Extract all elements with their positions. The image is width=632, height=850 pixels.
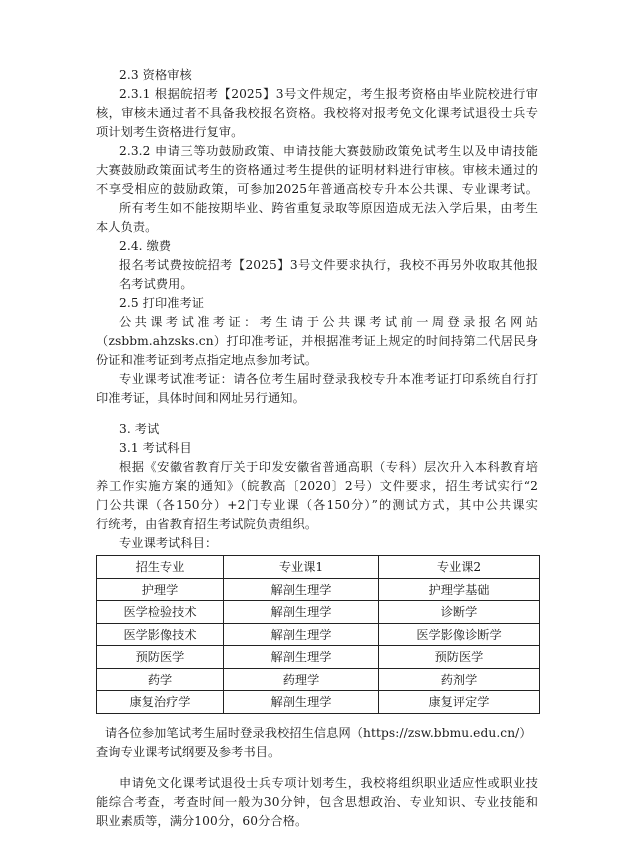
header-course-1: 专业课1 [224,556,379,579]
cell-course-2: 医学影像诊断学 [379,623,540,646]
section-heading-3-1: 3.1 考试科目 [119,441,192,455]
section-heading-2-3: 2.3 资格审核 [119,68,192,82]
table-row [97,623,540,646]
para-public-line-3: 份证和准考证到考点指定地点参加考试。 [96,353,318,367]
para-3-1-line-3: 门公共课（各150分）+2门专业课（各150分）”的测试方式，其中公共课实 [96,498,538,512]
table-header-row [97,556,540,579]
exam-subjects-table [96,555,540,714]
cell-course-2: 诊断学 [379,601,540,624]
header-course-2: 专业课2 [379,556,540,579]
para-veteran-line-2: 能综合考查，考查时间一般为30分钟，包含思想政治、专业知识、专业技能和 [96,795,538,809]
table-row [97,691,540,714]
para-public-line-1: 公共课考试准考证：考生请于公共课考试前一周登录报名网站 [119,315,538,329]
cell-major: 护理学 [97,578,224,601]
section-heading-2-4: 2.4. 缴费 [119,239,172,253]
cell-course-2: 药剂学 [379,668,540,691]
para-2-3-2-line-3: 不享受相应的鼓励政策，可参加2025年普通高校专升本公共课、专业课考试。 [96,182,538,196]
table-row [97,668,540,691]
para-note-line-2: 本人负责。 [96,220,158,234]
para-3-1-line-2: 养工作实施方案的通知》（皖教高〔2020〕2号）文件要求，招生考试实行“2 [96,479,538,493]
after-table-line-2: 查询专业课考试纲要及参考书目。 [96,745,281,759]
para-2-3-1-line-2: 核，审核未通过者不具备我校报名资格。我校将对报考免文化课考试退役士兵专 [96,106,538,120]
cell-major: 医学检验技术 [97,601,224,624]
cell-course-1: 解剖生理学 [224,691,379,714]
para-2-4-line-1: 报名考试费按皖招考【2025】3号文件要求执行，我校不再另外收取其他报 [119,258,538,272]
para-veteran-line-3: 职业素质等，满分100分，60分合格。 [96,814,308,828]
cell-major: 康复治疗学 [97,691,224,714]
cell-course-1: 药理学 [224,668,379,691]
para-major-line-1: 专业课考试准考证：请各位考生届时登录我校专升本准考证打印系统自行打 [119,372,538,386]
para-public-line-2: （zsbbm.ahzsks.cn）打印准考证，并根据准考证上规定的时间持第二代居民身 [96,334,538,348]
para-2-3-2-line-1: 2.3.2 申请三等功鼓励政策、申请技能大赛鼓励政策免试考生以及申请技能 [119,144,538,158]
para-2-3-1-line-3: 项计划考生资格进行复审。 [96,125,244,139]
cell-major: 预防医学 [97,646,224,669]
para-2-4-line-2: 名考试费用。 [119,277,193,291]
table-row [97,578,540,601]
table-row [97,646,540,669]
para-veteran-line-1: 申请免文化课考试退役士兵专项计划考生，我校将组织职业适应性或职业技 [119,776,538,790]
cell-course-1: 解剖生理学 [224,578,379,601]
para-note-line-1: 所有考生如不能按期毕业、跨省重复录取等原因造成无法入学后果，由考生 [119,201,538,215]
para-2-3-2-line-2: 大赛鼓励政策面试考生的资格通过考生提供的证明材料进行审核。审核未通过的 [96,163,538,177]
cell-course-1: 解剖生理学 [224,646,379,669]
table-row [97,601,540,624]
cell-major: 药学 [97,668,224,691]
after-table-line-1: 请各位参加笔试考生届时登录我校招生信息网（https://zsw.bbmu.edu.cn/） [105,726,532,740]
para-2-3-1-line-1: 2.3.1 根据皖招考【2025】3号文件规定，考生报考资格由毕业院校进行审 [119,87,538,101]
cell-course-1: 解剖生理学 [224,623,379,646]
cell-course-2: 护理学基础 [379,578,540,601]
cell-course-2: 康复评定学 [379,691,540,714]
para-major-line-2: 印准考证，具体时间和网址另行通知。 [96,391,305,405]
cell-major: 医学影像技术 [97,623,224,646]
cell-course-2: 预防医学 [379,646,540,669]
header-major: 招生专业 [97,556,224,579]
section-heading-2-5: 2.5 打印准考证 [119,296,205,310]
cell-course-1: 解剖生理学 [224,601,379,624]
para-3-1-line-4: 行统考，由省教育招生考试院负责组织。 [96,517,318,531]
section-heading-3: 3. 考试 [119,422,160,436]
para-3-1-line-1: 根据《安徽省教育厅关于印发安徽省普通高职（专科）层次升入本科教育培 [119,460,538,474]
table-caption: 专业课考试科目： [119,536,218,550]
